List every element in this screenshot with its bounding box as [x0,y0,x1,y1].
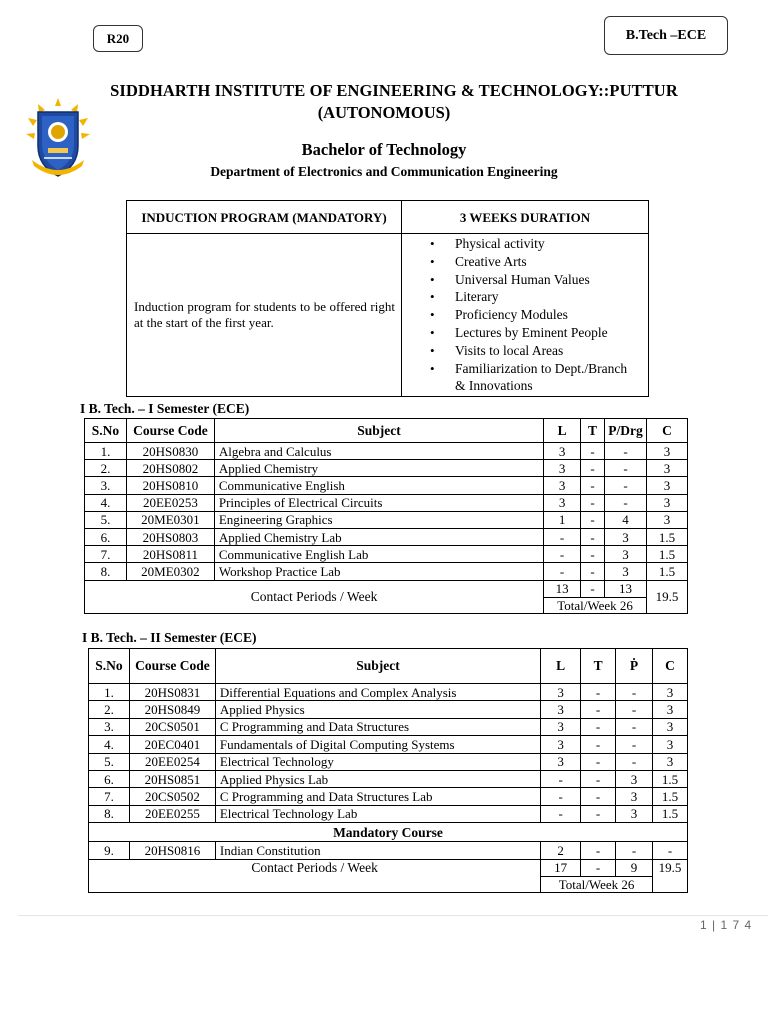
cell-t: - [581,494,605,511]
header-sno: S.No [85,419,127,443]
cell-course-code: 20EE0253 [126,494,214,511]
cell-l: - [541,805,581,822]
cell-course-code: 20ME0302 [126,563,214,580]
cell-subject: Applied Physics Lab [215,770,540,787]
total-c: 19.5 [646,580,687,613]
cell-sno: 3. [89,718,130,735]
regulation-badge: R20 [93,25,143,52]
cell-course-code: 20HS0811 [126,546,214,563]
cell-c: 1.5 [646,528,687,545]
induction-activity-list [402,235,648,395]
induction-program-table [126,200,649,397]
cell-c: 3 [652,753,687,770]
cell-subject: Communicative English Lab [214,546,543,563]
total-t: - [581,859,616,876]
cell-course-code: 20HS0816 [129,842,215,859]
cell-course-code: 20CS0502 [129,788,215,805]
table-row [85,563,688,580]
list-item: • Familiarization to Dept./Branch & Innovations [455,360,640,396]
cell-c: 3 [646,460,687,477]
cell-l: 2 [541,842,581,859]
cell-course-code: 20HS0851 [129,770,215,787]
cell-subject: C Programming and Data Structures [215,718,540,735]
header-c: C [646,419,687,443]
cell-course-code: 20HS0831 [129,684,215,701]
semester-2-title: I B. Tech. – II Semester (ECE) [82,630,257,645]
total-row [85,580,688,597]
cell-l: - [541,770,581,787]
cell-c: 3 [646,477,687,494]
cell-t: - [581,842,616,859]
cell-sno: 5. [85,511,127,528]
footer-divider [18,915,768,916]
list-item: • Literary [455,288,640,306]
cell-t: - [581,460,605,477]
header-t: T [581,419,605,443]
cell-l: 3 [544,460,581,477]
cell-course-code: 20CS0501 [129,718,215,735]
cell-c: 3 [652,736,687,753]
cell-p: 3 [605,528,647,545]
page-number: 1 | 1 7 4 [700,918,753,932]
cell-subject: Principles of Electrical Circuits [214,494,543,511]
table-row [89,788,688,805]
total-c: 19.5 [652,859,687,892]
cell-l: 1 [544,511,581,528]
cell-sno: 7. [89,788,130,805]
cell-l: 3 [541,718,581,735]
induction-description: Induction program for students to be offered right at the start of the first year. [127,234,402,397]
cell-subject: Engineering Graphics [214,511,543,528]
cell-course-code: 20HS0803 [126,528,214,545]
induction-header-duration: 3 WEEKS DURATION [402,201,649,234]
list-item: • Physical activity [455,235,640,253]
cell-sno: 9. [89,842,130,859]
total-p: 13 [605,580,647,597]
cell-subject: Algebra and Calculus [214,443,543,460]
header-sno: S.No [89,649,130,684]
cell-sno: 2. [89,701,130,718]
list-item: • Lectures by Eminent People [455,324,640,342]
cell-t: - [581,788,616,805]
cell-sno: 1. [85,443,127,460]
cell-p: - [605,494,647,511]
cell-c: 3 [646,443,687,460]
cell-c: 3 [646,511,687,528]
table-row [89,770,688,787]
cell-sno: 4. [89,736,130,753]
cell-subject: Electrical Technology Lab [215,805,540,822]
list-item: • Visits to local Areas [455,342,640,360]
header-subject: Subject [214,419,543,443]
header-p: P/Drg [605,419,647,443]
table-row [85,443,688,460]
header-course-code: Course Code [129,649,215,684]
cell-t: - [581,805,616,822]
institute-name: SIDDHARTH INSTITUTE OF ENGINEERING & TECHNOLOGY::PUTTUR [110,81,678,100]
cell-p: - [616,753,653,770]
cell-p: 4 [605,511,647,528]
cell-course-code: 20ME0301 [126,511,214,528]
induction-header-program: INDUCTION PROGRAM (MANDATORY) [127,201,402,234]
mandatory-course-row [89,823,688,842]
cell-sno: 6. [89,770,130,787]
total-label: Contact Periods / Week [85,580,544,613]
cell-c: 1.5 [652,805,687,822]
cell-t: - [581,477,605,494]
cell-c: 1.5 [646,546,687,563]
cell-subject: Differential Equations and Complex Analysis [215,684,540,701]
table-row [89,736,688,753]
cell-subject: Applied Chemistry [214,460,543,477]
table-row [89,753,688,770]
mandatory-course-label: Mandatory Course [89,823,688,842]
semester-1-table [84,418,688,614]
cell-sno: 1. [89,684,130,701]
total-p: 9 [616,859,653,876]
total-label: Contact Periods / Week [89,859,541,892]
total-t: - [581,580,605,597]
table-row [85,460,688,477]
cell-sno: 2. [85,460,127,477]
table-row [85,528,688,545]
cell-sno: 6. [85,528,127,545]
header-p: Ṗ [616,649,653,684]
induction-activities [402,234,649,397]
cell-t: - [581,701,616,718]
cell-p: - [616,701,653,718]
cell-p: - [605,477,647,494]
total-l: 13 [544,580,581,597]
cell-p: - [616,684,653,701]
cell-t: - [581,770,616,787]
cell-c: 3 [652,718,687,735]
table-header-row [85,419,688,443]
table-row [85,511,688,528]
cell-c: 3 [646,494,687,511]
list-item: • Proficiency Modules [455,306,640,324]
cell-course-code: 20EE0255 [129,805,215,822]
cell-t: - [581,511,605,528]
table-row [85,477,688,494]
header-t: T [581,649,616,684]
cell-l: 3 [541,736,581,753]
cell-subject: Electrical Technology [215,753,540,770]
total-row [89,859,688,876]
header-c: C [652,649,687,684]
cell-l: - [544,563,581,580]
cell-l: 3 [541,753,581,770]
cell-sno: 5. [89,753,130,770]
list-item: • Creative Arts [455,253,640,271]
header-subject: Subject [215,649,540,684]
institute-status: (AUTONOMOUS) [317,103,451,122]
table-row [89,684,688,701]
cell-p: 3 [616,805,653,822]
cell-subject: Fundamentals of Digital Computing Systems [215,736,540,753]
cell-t: - [581,718,616,735]
table-row [89,842,688,859]
cell-p: 3 [616,788,653,805]
total-l: 17 [541,859,581,876]
cell-l: 3 [544,494,581,511]
cell-course-code: 20HS0802 [126,460,214,477]
cell-c: 1.5 [652,788,687,805]
cell-course-code: 20HS0849 [129,701,215,718]
cell-l: - [541,788,581,805]
cell-p: 3 [605,563,647,580]
cell-subject: Communicative English [214,477,543,494]
cell-l: - [544,528,581,545]
header-course-code: Course Code [126,419,214,443]
cell-l: 3 [541,701,581,718]
cell-p: - [605,460,647,477]
cell-course-code: 20EE0254 [129,753,215,770]
cell-course-code: 20HS0830 [126,443,214,460]
cell-p: - [616,842,653,859]
degree-title: Bachelor of Technology [301,140,467,159]
cell-c: 1.5 [652,770,687,787]
table-row [85,494,688,511]
cell-t: - [581,736,616,753]
semester-1-title: I B. Tech. – I Semester (ECE) [80,401,250,416]
cell-l: 3 [544,477,581,494]
cell-subject: Applied Chemistry Lab [214,528,543,545]
cell-p: - [616,718,653,735]
cell-t: - [581,546,605,563]
cell-sno: 8. [85,563,127,580]
cell-course-code: 20HS0810 [126,477,214,494]
cell-sno: 4. [85,494,127,511]
cell-c: 3 [652,701,687,718]
total-week: Total/Week 26 [544,597,647,613]
header-l: L [544,419,581,443]
cell-p: 3 [616,770,653,787]
table-header-row [89,649,688,684]
cell-t: - [581,528,605,545]
cell-l: 3 [541,684,581,701]
cell-l: - [544,546,581,563]
table-row [89,718,688,735]
cell-sno: 7. [85,546,127,563]
cell-p: 3 [605,546,647,563]
cell-subject: Workshop Practice Lab [214,563,543,580]
program-badge: B.Tech –ECE [604,16,728,55]
list-item: • Universal Human Values [455,271,640,289]
cell-t: - [581,443,605,460]
table-row [89,805,688,822]
header-l: L [541,649,581,684]
cell-subject: Indian Constitution [215,842,540,859]
cell-c: - [652,842,687,859]
table-row [89,701,688,718]
cell-l: 3 [544,443,581,460]
cell-p: - [605,443,647,460]
cell-p: - [616,736,653,753]
cell-sno: 3. [85,477,127,494]
cell-subject: C Programming and Data Structures Lab [215,788,540,805]
cell-sno: 8. [89,805,130,822]
cell-c: 3 [652,684,687,701]
cell-subject: Applied Physics [215,701,540,718]
cell-c: 1.5 [646,563,687,580]
semester-2-table [88,648,688,893]
cell-t: - [581,753,616,770]
cell-t: - [581,563,605,580]
cell-course-code: 20EC0401 [129,736,215,753]
table-row [85,546,688,563]
cell-t: - [581,684,616,701]
department-title: Department of Electronics and Communication Engineering [210,164,558,179]
total-week: Total/Week 26 [541,876,653,892]
